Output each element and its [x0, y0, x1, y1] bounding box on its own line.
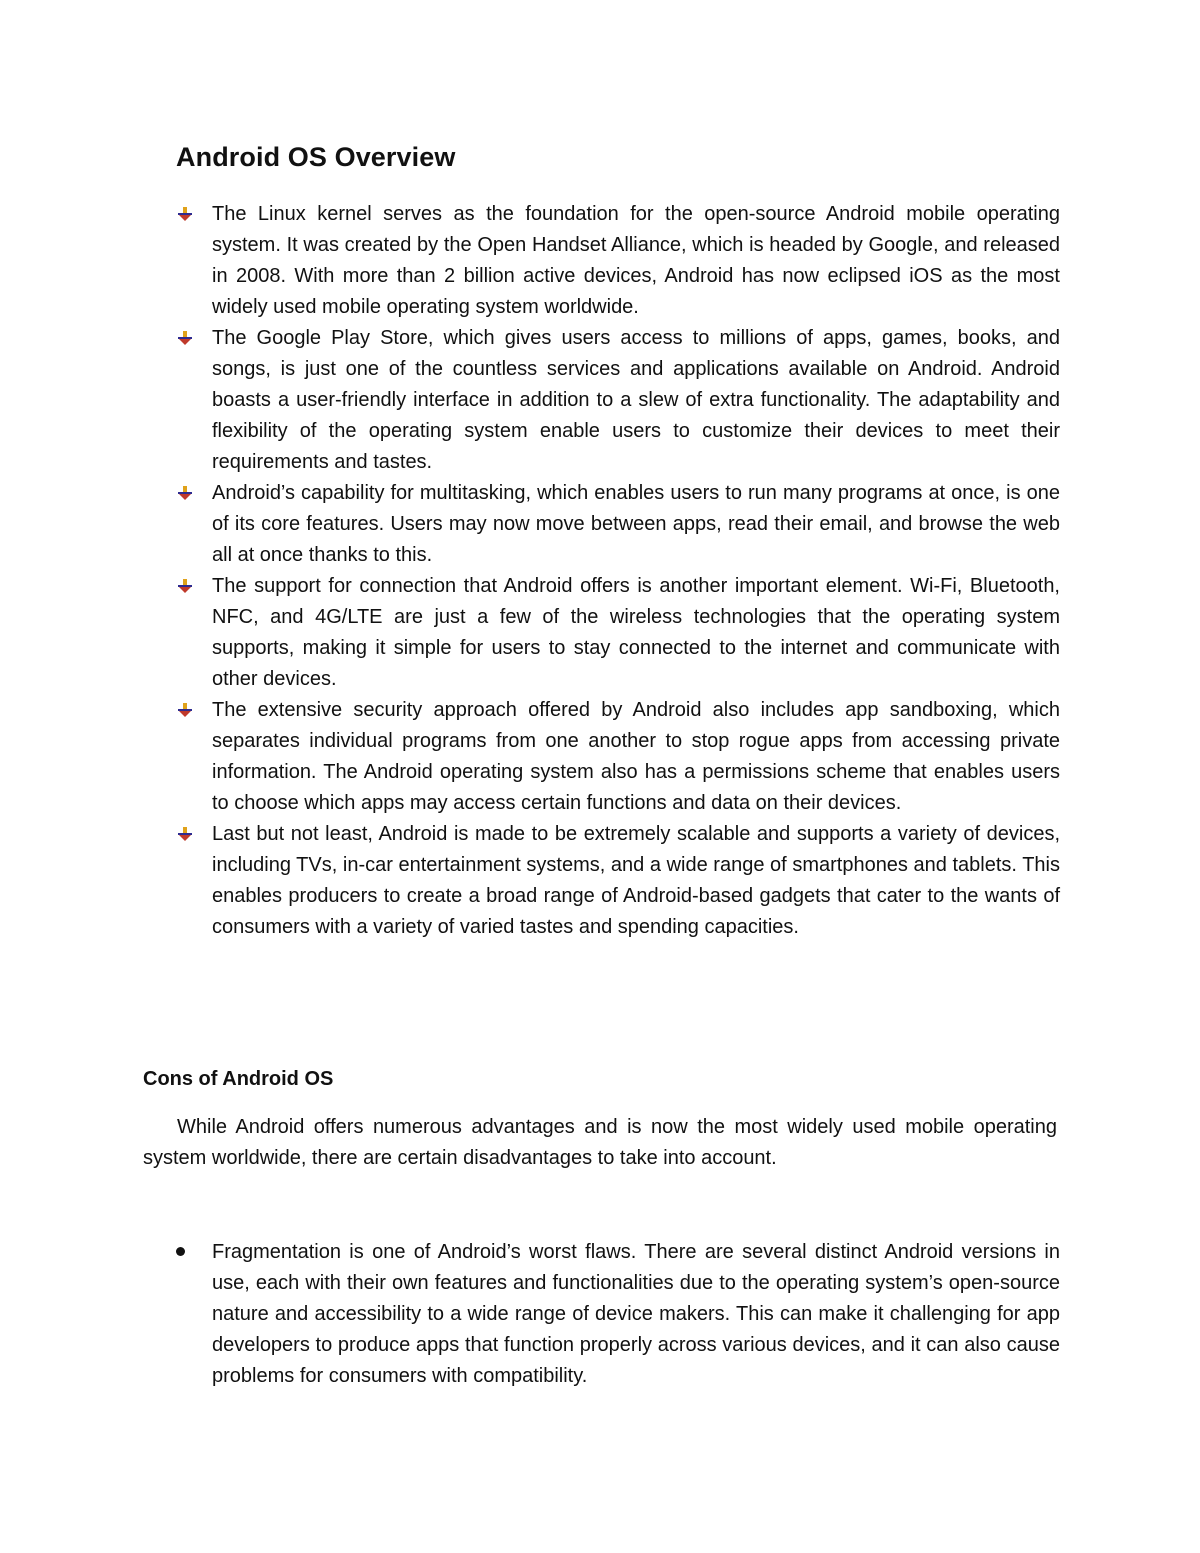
bullet-dot-icon	[176, 1247, 185, 1256]
arrow-down-bullet-icon	[178, 486, 192, 500]
cons-list	[176, 1237, 1060, 1392]
overview-list-item	[176, 819, 1060, 943]
arrow-down-bullet-icon	[178, 207, 192, 221]
arrow-down-bullet-icon	[178, 579, 192, 593]
overview-list-item	[176, 695, 1060, 819]
cons-intro-paragraph: While Android offers numerous advantages and is now the most widely used mobile operating system worldwide, there are certain disadvantages to take into account.	[143, 1116, 1057, 1169]
overview-list-item	[176, 571, 1060, 695]
overview-item-text: Android’s capability for multitasking, which enables users to run many programs at once, is one of its core features. Users may now move between apps, read their email, and browse the web all at once thanks to this.	[212, 482, 1060, 566]
overview-list-item	[176, 199, 1060, 323]
cons-list-item	[176, 1237, 1060, 1392]
page-title: Android OS Overview	[176, 142, 456, 172]
overview-list-item	[176, 478, 1060, 571]
overview-item-text: Last but not least, Android is made to be extremely scalable and supports a variety of devices, including TVs, in-car entertainment systems, and a wide range of smartphones and tablets. This enables producers to create a broad range of Android-based gadgets that cater to the wants of consumers with a variety of varied tastes and spending capacities.	[212, 823, 1060, 938]
arrow-down-bullet-icon	[178, 827, 192, 841]
overview-item-text: The support for connection that Android offers is another important element. Wi-Fi, Bluetooth, NFC, and 4G/LTE are just a few of the wireless technologies that the operating system supports, making it simple for users to stay connected to the internet and communicate with other devices.	[212, 575, 1060, 690]
overview-list-item	[176, 323, 1060, 478]
overview-item-text: The Google Play Store, which gives users access to millions of apps, games, books, and songs, is just one of the countless services and applications available on Android. Android boasts a user-friendly interface in addition to a slew of extra functionality. The adaptability and flexibility of the operating system enable users to customize their devices to meet their requirements and tastes.	[212, 327, 1060, 473]
overview-item-text: The extensive security approach offered by Android also includes app sandboxing, which separates individual programs from one another to stop rogue apps from accessing private information. The Android operating system also has a permissions scheme that enables users to choose which apps may access certain functions and data on their devices.	[212, 699, 1060, 814]
overview-item-text: The Linux kernel serves as the foundation for the open-source Android mobile operating system. It was created by the Open Handset Alliance, which is headed by Google, and released in 2008. With more than 2 billion active devices, Android has now eclipsed iOS as the most widely used mobile operating system worldwide.	[212, 203, 1060, 318]
overview-list	[176, 199, 1060, 943]
arrow-down-bullet-icon	[178, 331, 192, 345]
cons-item-text: Fragmentation is one of Android’s worst flaws. There are several distinct Android versions in use, each with their own features and functionalities due to the operating system’s open-source nature and accessibility to a wide range of device makers. This can make it challenging for app developers to produce apps that function properly across various devices, and it can also cause problems for consumers with compatibility.	[212, 1241, 1060, 1387]
arrow-down-bullet-icon	[178, 703, 192, 717]
cons-heading: Cons of Android OS	[143, 1068, 334, 1090]
